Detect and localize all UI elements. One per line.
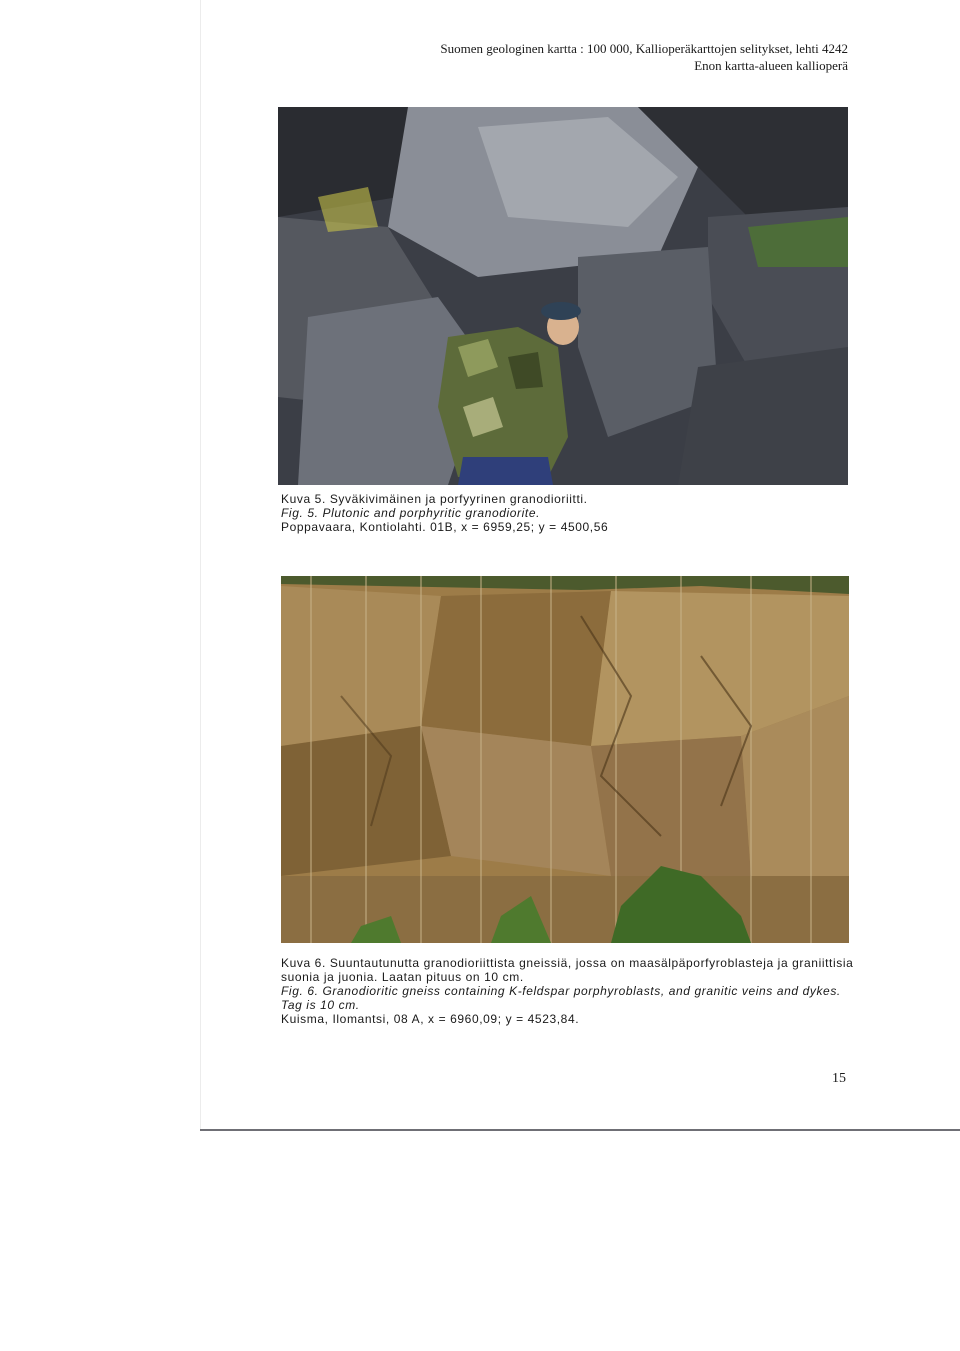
header-series-title: Suomen geologinen kartta : 100 000, Kallioperäkarttojen selitykset, lehti 4242	[440, 41, 848, 56]
figure-6-caption-english-line-1: Fig. 6. Granodioritic gneiss containing K-feldspar porphyroblasts, and granitic veins and dykes.	[281, 984, 841, 998]
figure-5-location: Poppavaara, Kontiolahti. 01B, x = 6959,25; y = 4500,56	[281, 520, 609, 534]
figure-6-location: Kuisma, Ilomantsi, 08 A, x = 6960,09; y = 4523,84.	[281, 1012, 580, 1026]
gneiss-rock-wall-photo-icon	[281, 576, 849, 943]
running-header	[440, 40, 848, 74]
figure-6-caption	[281, 956, 853, 1026]
page-edge	[200, 0, 201, 1130]
header-section-title: Enon kartta-alueen kallioperä	[694, 58, 848, 73]
figure-6-caption-english-line-2: Tag is 10 cm.	[281, 998, 360, 1012]
figure-5-photo	[278, 107, 848, 485]
figure-5-caption-english: Fig. 5. Plutonic and porphyritic granodiorite.	[281, 506, 541, 520]
figure-6-photo	[281, 576, 849, 943]
figure-6-caption-finnish-line-2: suonia ja juonia. Laatan pituus on 10 cm.	[281, 970, 524, 984]
figure-6-caption-finnish-line-1: Kuva 6. Suuntautunutta granodioriittista gneissiä, jossa on maasälpäporfyroblasteja ja graniittisia	[281, 956, 854, 970]
scan-edge-line	[200, 1129, 960, 1131]
page-number: 15	[832, 1071, 846, 1086]
figure-5-caption	[281, 492, 608, 534]
granodiorite-outcrop-photo-icon	[278, 107, 848, 485]
figure-5-caption-finnish: Kuva 5. Syväkivimäinen ja porfyyrinen granodioriitti.	[281, 492, 588, 506]
